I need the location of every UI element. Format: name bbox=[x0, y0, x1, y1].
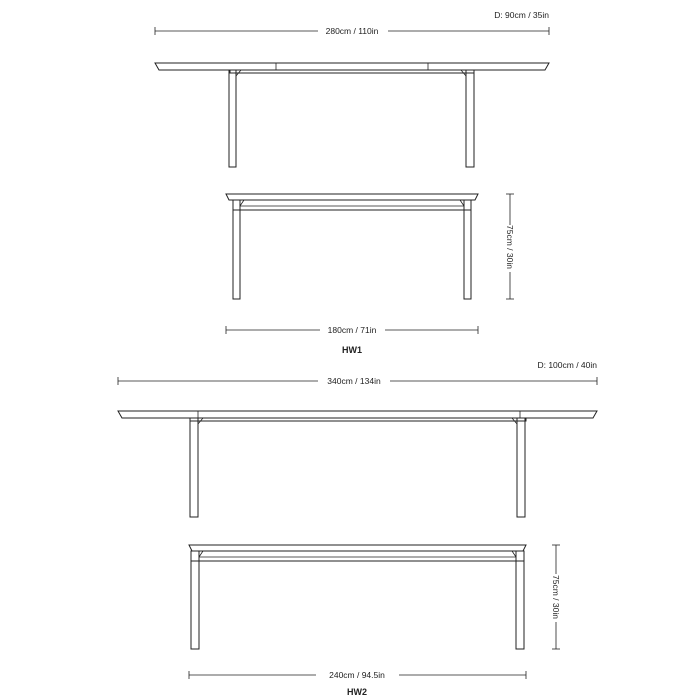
hw2-closed-table bbox=[189, 545, 526, 649]
hw1-closed-width-dimension bbox=[226, 325, 478, 335]
hw2-section bbox=[118, 360, 597, 697]
hw1-extended-table bbox=[155, 63, 549, 167]
hw2-extended-table bbox=[118, 411, 597, 517]
hw1-depth-label: D: 90cm / 35in bbox=[494, 10, 549, 20]
hw1-model-label: HW1 bbox=[342, 345, 362, 355]
hw2-closed-width-dimension bbox=[189, 670, 526, 680]
hw2-extended-width-label: 340cm / 134in bbox=[327, 376, 381, 386]
hw1-height-dimension bbox=[505, 194, 515, 299]
hw1-section bbox=[155, 10, 549, 355]
hw1-extended-width-label: 280cm / 110in bbox=[325, 26, 379, 36]
hw2-extended-width-dimension bbox=[118, 376, 597, 386]
hw2-depth-label: D: 100cm / 40in bbox=[537, 360, 597, 370]
hw2-height-label: 75cm / 30in bbox=[551, 575, 561, 619]
hw1-closed-table bbox=[226, 194, 478, 299]
hw2-model-label: HW2 bbox=[347, 687, 367, 697]
hw1-extended-width-dimension bbox=[155, 26, 549, 36]
hw2-closed-width-label: 240cm / 94.5in bbox=[329, 670, 385, 680]
hw1-closed-width-label: 180cm / 71in bbox=[327, 325, 377, 335]
hw2-height-dimension bbox=[551, 545, 561, 649]
hw1-height-label: 75cm / 30in bbox=[505, 225, 515, 269]
